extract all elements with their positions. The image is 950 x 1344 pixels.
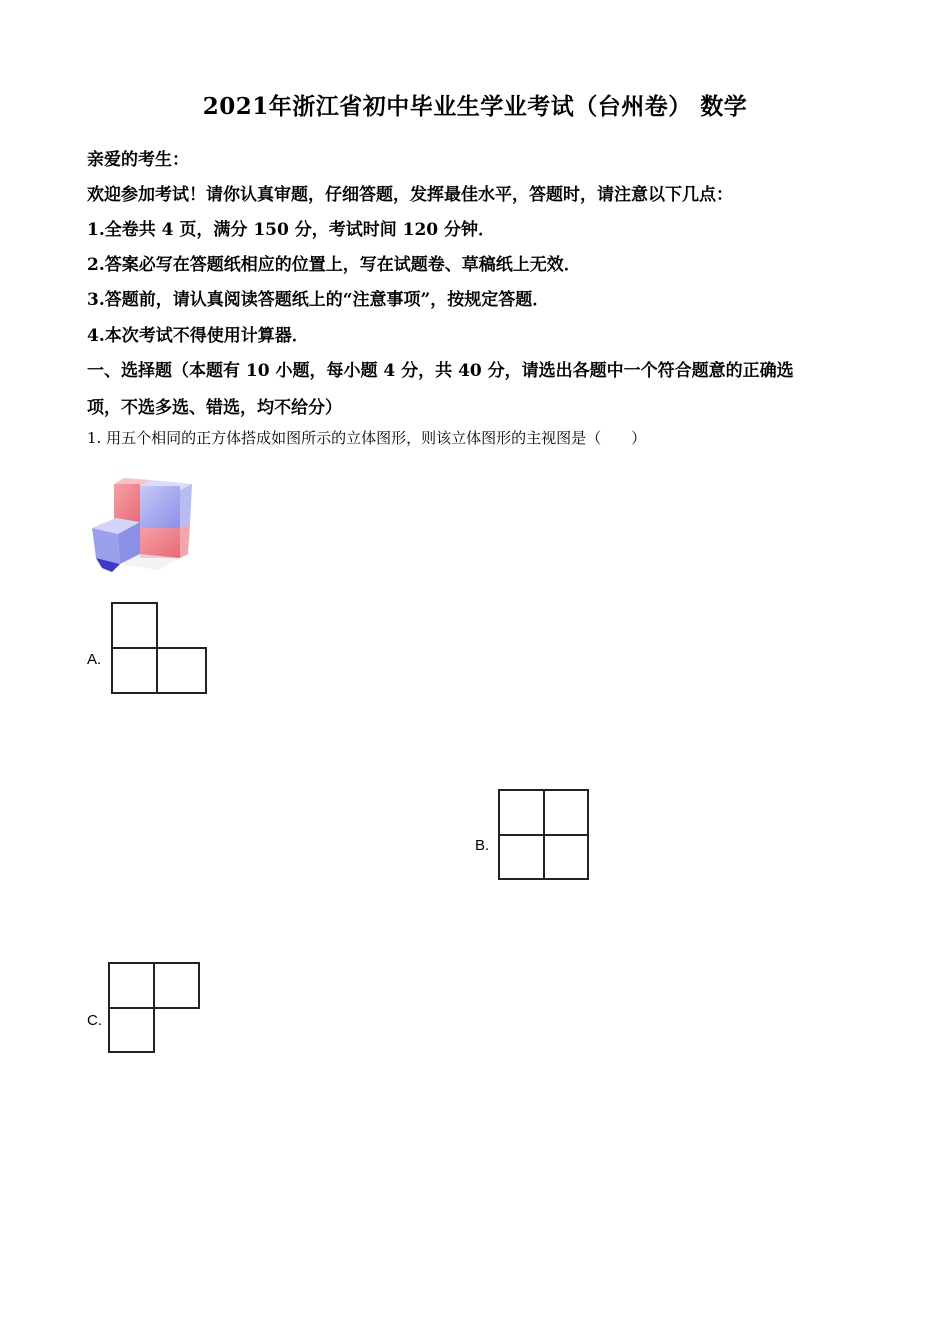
note-4: 4.本次考试不得使用计算器．: [87, 326, 309, 346]
option-a-figure: [111, 602, 207, 694]
option-c-square-tl: [108, 962, 155, 1009]
option-a-label: A.: [87, 651, 102, 668]
cube-figure: [88, 476, 198, 574]
option-c-square-tr: [153, 962, 200, 1009]
note-1: 1.全卷共 4 页，满分 150 分，考试时间 120 分钟．: [87, 220, 496, 240]
option-c-square-bl: [108, 1007, 155, 1053]
cube-upper-side: [180, 484, 192, 528]
question-1-text: 1. 用五个相同的正方体搭成如图所示的立体图形，则该立体图形的主视图是（ ）: [87, 429, 647, 447]
option-a-square-bottom-right: [156, 647, 207, 694]
cube-lower-side: [180, 524, 190, 558]
option-b-figure: [498, 789, 589, 880]
option-a-square-top: [111, 602, 158, 649]
option-c-figure: [108, 962, 200, 1053]
section-heading-line-2: 项，不选多选、错选，均不给分）: [87, 398, 342, 418]
option-c-label: C.: [87, 1012, 102, 1029]
cube-lower-mid: [140, 528, 180, 558]
option-b-label: B.: [475, 837, 490, 854]
note-2: 2.答案必写在答题纸相应的位置上，写在试题卷、草稿纸上无效．: [87, 255, 581, 275]
section-heading-line-1: 一、选择题（本题有 10 小题，每小题 4 分，共 40 分，请选出各题中一个符合题意的正确选: [87, 361, 794, 381]
option-b-square-tl: [498, 789, 545, 836]
option-b-square-br: [543, 834, 589, 880]
option-b-square-bl: [498, 834, 545, 880]
welcome-text: 欢迎参加考试！请你认真审题，仔细答题，发挥最佳水平，答题时，请注意以下几点：: [87, 185, 733, 205]
option-a-square-bottom-left: [111, 647, 158, 694]
greeting: 亲爱的考生：: [87, 150, 189, 170]
option-b-square-tr: [543, 789, 589, 836]
exam-title: 2021年浙江省初中毕业生学业考试（台州卷） 数学: [202, 93, 748, 120]
cube-upper-right: [140, 486, 180, 528]
note-3: 3.答题前，请认真阅读答题纸上的“注意事项”，按规定答题．: [87, 290, 550, 310]
cube-upper-left: [114, 484, 140, 524]
